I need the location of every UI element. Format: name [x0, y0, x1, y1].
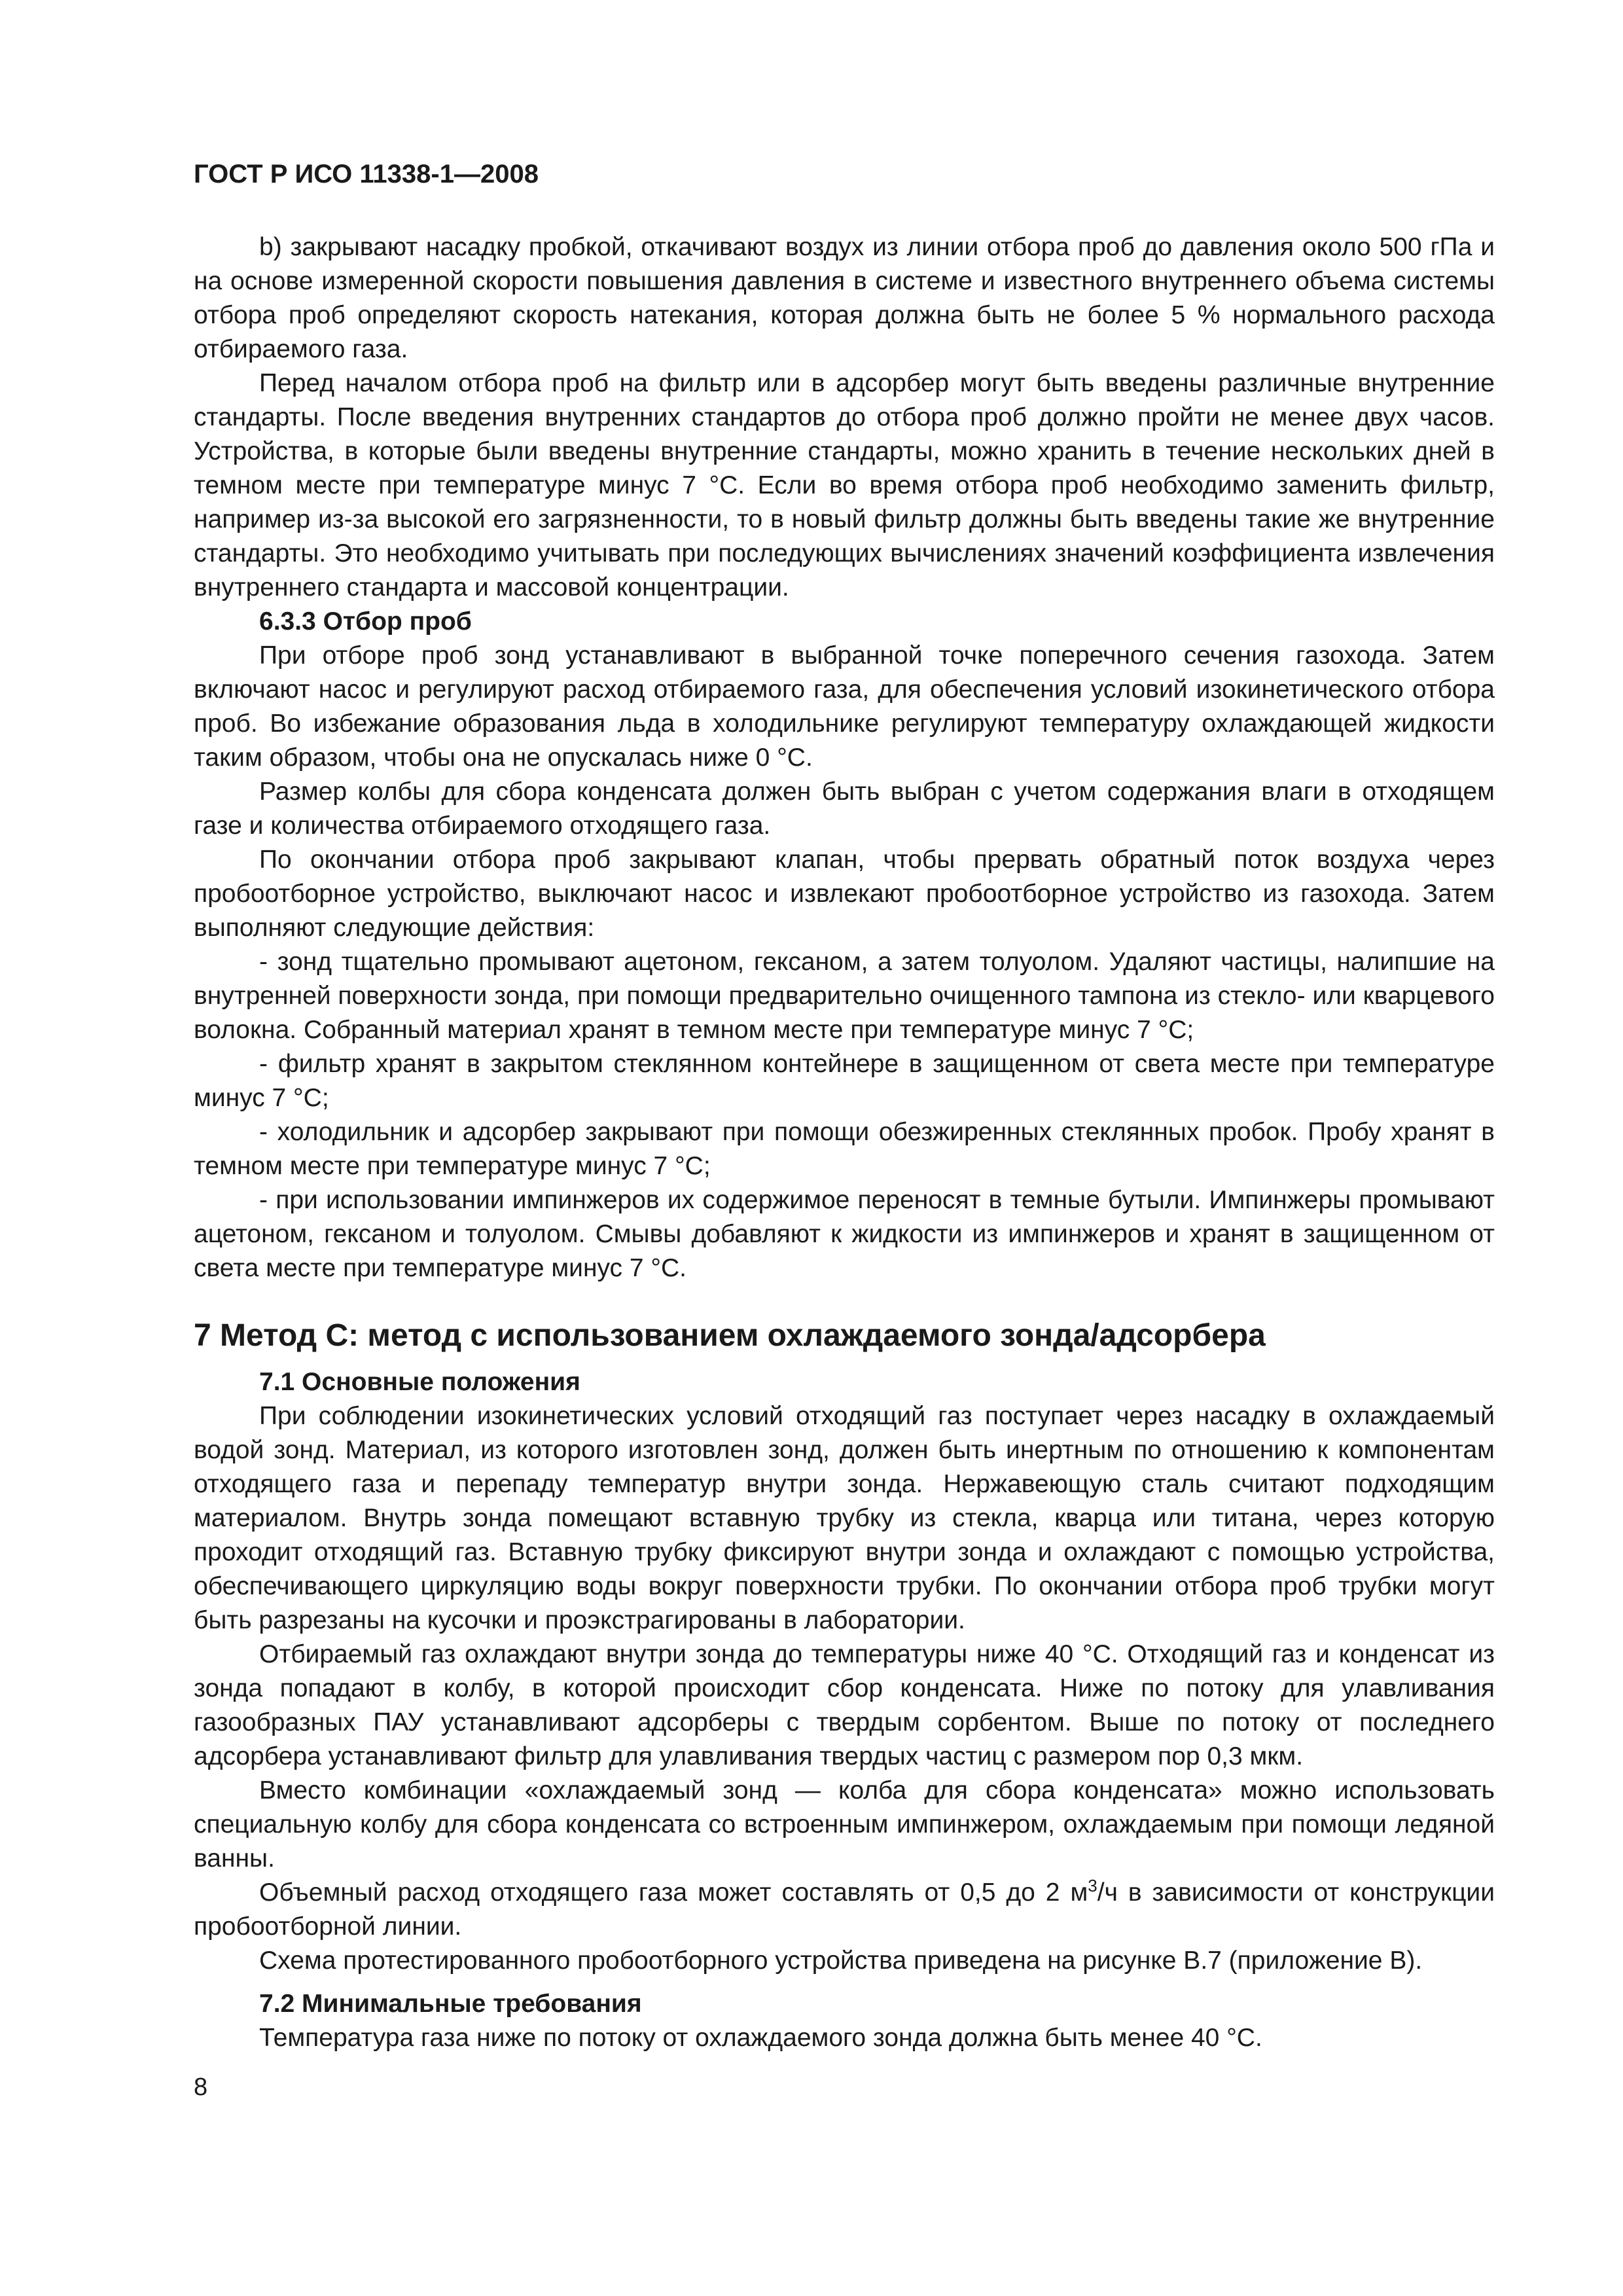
- paragraph-sampling-end: По окончании отбора проб закрывают клапан, чтобы прервать обратный поток воздуха через пробоотборное устройство, выключают насос и извлекают пробоотборное устройство из газохода. Затем выполняют следующие действия:: [194, 846, 1495, 942]
- paragraph-flow-rate: [194, 1876, 1495, 1944]
- subsection-heading-6-3-3: 6.3.3 Отбор проб: [259, 607, 472, 636]
- paragraph-condensate-flask: Размер колбы для сбора конденсата должен быть выбран с учетом содержания влаги в отходящем газе и количества отбираемого отходящего газа.: [194, 778, 1495, 840]
- flow-rate-text-end: /ч в зависимости от конструкции пробоотборной линии.: [194, 1878, 1495, 1941]
- flow-rate-text-start: Объемный расход отходящего газа может составлять от 0,5 до 2 м: [259, 1878, 1088, 1907]
- list-item-impingers: - при использовании импинжеров их содержимое переносят в темные бутыли. Импинжеры промывают ацетоном, гексаном и толуолом. Смывы добавляют к жидкости из импинжеров и хранят в защищенном от света месте при температуре минус 7 °С.: [194, 1186, 1495, 1282]
- subsection-heading-7-1: 7.1 Основные положения: [259, 1368, 580, 1396]
- document-header: ГОСТ Р ИСО 11338-1—2008: [194, 160, 539, 188]
- paragraph-figure-reference: Схема протестированного пробоотборного устройства приведена на рисунке В.7 (приложение В).: [259, 1946, 1423, 1975]
- flow-rate-superscript: 3: [1088, 1876, 1097, 1895]
- page-number: 8: [194, 2073, 208, 2101]
- paragraph-gas-temperature: Температура газа ниже по потоку от охлаждаемого зонда должна быть менее 40 °С.: [259, 2024, 1262, 2052]
- paragraph-leak-test: b) закрывают насадку пробкой, откачивают воздух из линии отбора проб до давления около 500 гПа и на основе измеренной скорости повышения давления в системе и известного внутреннего объема системы отбора проб определяют скорость натекания, которая должна быть не более 5 % нормального расхода отбираемого газа.: [194, 233, 1495, 363]
- list-item-probe-rinse: - зонд тщательно промывают ацетоном, гексаном, а затем толуолом. Удаляют частицы, налипшие на внутренней поверхности зонда, при помощи предварительно очищенного тампона из стекло- или кварцевого волокна. Собранный материал хранят в темном месте при температуре минус 7 °С;: [194, 948, 1495, 1044]
- paragraph-alternative-flask: Вместо комбинации «охлаждаемый зонд — колба для сбора конденсата» можно использовать специальную колбу для сбора конденсата со встроенным импинжером, охлаждаемым при помощи ледяной ванны.: [194, 1776, 1495, 1873]
- paragraph-cooled-probe: При соблюдении изокинетических условий отходящий газ поступает через насадку в охлаждаемый водой зонд. Материал, из которого изготовлен зонд, должен быть инертным по отношению к компонентам отходящего газа и перепаду температур внутри зонда. Нержавеющую сталь считают подходящим материалом. Внутрь зонда помещают вставную трубку из стекла, кварца или титана, через которую проходит отходящий газ. Вставную трубку фиксируют внутри зонда и охлаждают с помощью устройства, обеспечивающего циркуляцию воды вокруг поверхности трубки. По окончании отбора проб трубки могут быть разрезаны на кусочки и проэкстрагированы в лаборатории.: [194, 1402, 1495, 1634]
- section-heading-7: 7 Метод С: метод с использованием охлаждаемого зонда/адсорбера: [194, 1318, 1266, 1353]
- list-item-filter-storage: - фильтр хранят в закрытом стеклянном контейнере в защищенном от света месте при температуре минус 7 °С;: [194, 1050, 1495, 1112]
- list-item-cooler-adsorber: - холодильник и адсорбер закрывают при помощи обезжиренных стеклянных пробок. Пробу хранят в темном месте при температуре минус 7 °С;: [194, 1118, 1495, 1180]
- document-page: [194, 157, 1495, 2055]
- subsection-heading-7-2: 7.2 Минимальные требования: [259, 1990, 642, 2018]
- paragraph-sampling-setup: При отборе проб зонд устанавливают в выбранной точке поперечного сечения газохода. Затем включают насос и регулируют расход отбираемого газа, для обеспечения условий изокинетического отбора проб. Во избежание образования льда в холодильнике регулируют температуру охлаждающей жидкости таким образом, чтобы она не опускалась ниже 0 °С.: [194, 641, 1495, 772]
- paragraph-gas-cooling: Отбираемый газ охлаждают внутри зонда до температуры ниже 40 °С. Отходящий газ и конденсат из зонда попадают в колбу, в которой происходит сбор конденсата. Ниже по потоку для улавливания газообразных ПАУ устанавливают адсорберы с твердым сорбентом. Выше по потоку от последнего адсорбера устанавливают фильтр для улавливания твердых частиц с размером пор 0,3 мкм.: [194, 1640, 1495, 1770]
- paragraph-internal-standards: Перед началом отбора проб на фильтр или в адсорбер могут быть введены различные внутренние стандарты. После введения внутренних стандартов до отбора проб должно пройти не менее двух часов. Устройства, в которые были введены внутренние стандарты, можно хранить в течение нескольких дней в темном месте при температуре минус 7 °С. Если во время отбора проб необходимо заменить фильтр, например из-за высокой его загрязненности, то в новый фильтр должны быть введены такие же внутренние стандарты. Это необходимо учитывать при последующих вычислениях значений коэффициента извлечения внутреннего стандарта и массовой концентрации.: [194, 369, 1495, 601]
